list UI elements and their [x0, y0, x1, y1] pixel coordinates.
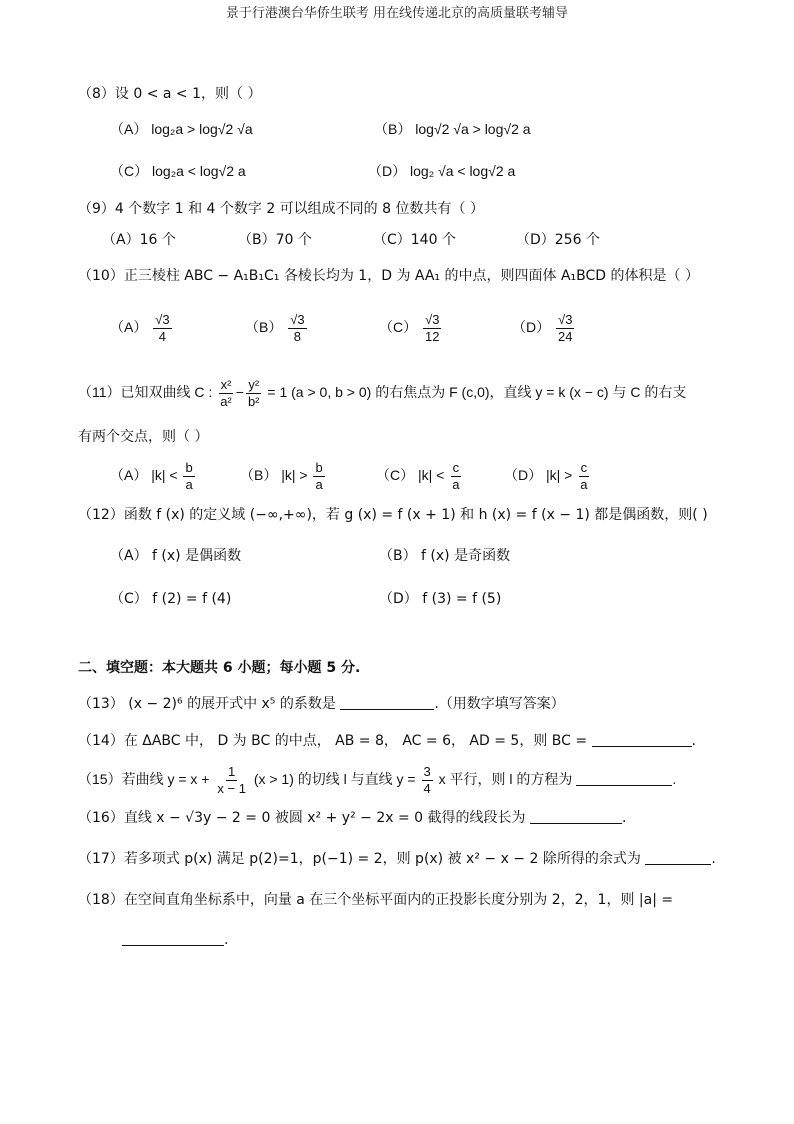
- q15-f2-den: 4: [423, 781, 431, 796]
- q16-text-post: .: [621, 810, 627, 826]
- q11-b2: b²: [247, 394, 260, 409]
- q15-text-mid: (x > 1) 的切线 l 与直线 y =: [253, 771, 416, 788]
- q11-c-fraction: [450, 460, 461, 493]
- q11-frac-x: [218, 377, 234, 410]
- q17-text: （17）若多项式 p(x) 满足 p(2)=1，p(−1) = 2，则 p(x) 被 x² − x − 2 除所得的余式为: [78, 851, 641, 867]
- q15-f1-den: x − 1: [217, 781, 246, 796]
- q15-fraction-1: [215, 764, 248, 797]
- q8-d-expr: log₂ √a < log√2 a: [410, 163, 516, 179]
- q11-b-label: （B）: [240, 467, 278, 484]
- q11-stem-pre: （11）已知双曲线 C :: [78, 384, 213, 401]
- q10-d-label: （D）: [512, 319, 551, 336]
- q17: [78, 849, 716, 869]
- q11-option-d: [504, 460, 591, 493]
- q10-b-num: √3: [290, 312, 305, 327]
- q10-c-label: （C）: [379, 319, 418, 336]
- q10-b-den: 8: [293, 329, 302, 344]
- q8-c-expr: log₂a < log√2 a: [152, 163, 246, 179]
- q16-text: （16）直线 x − √3y − 2 = 0 被圆 x² + y² − 2x = 0 截得的线段长为: [78, 810, 526, 826]
- q10-c-den: 12: [425, 329, 440, 344]
- q10-b-fraction: [288, 312, 306, 345]
- q9-stem: （9）4 个数字 1 和 4 个数字 2 可以组成不同的 8 位数共有（ ）: [78, 201, 484, 217]
- q11-b-rel: |k| >: [281, 467, 308, 484]
- q15-f2-num: 3: [423, 764, 431, 779]
- q11-c-den: a: [452, 477, 460, 492]
- q18-text: （18）在空间直角坐标系中，向量 a 在三个坐标平面内的正投影长度分别为 2，2，1，则 |a| =: [78, 892, 674, 908]
- q16: [78, 808, 626, 828]
- q13-text-post: .（用数字填写答案）: [434, 696, 565, 712]
- q9-option-d: （D）256 个: [516, 232, 600, 248]
- q11-d-label: （D）: [504, 467, 543, 484]
- q8-option-c: [110, 161, 246, 181]
- q11-option-b: [240, 460, 327, 493]
- q14-answer-blank: [592, 732, 692, 747]
- q8-a-expr: log₂a > log√2 √a: [151, 121, 253, 137]
- q10-c-num: √3: [425, 312, 440, 327]
- q8-stem: （8）设 0 < a < 1，则（ ）: [78, 86, 262, 102]
- q15-text-pre: （15）若曲线 y = x +: [78, 771, 210, 788]
- q10-option-a: [110, 312, 174, 345]
- q11-a-fraction: [183, 460, 194, 493]
- q11-frac-y: [246, 377, 262, 410]
- q8-option-b: [374, 119, 531, 139]
- q12-option-d: （D） f (3) = f (5): [379, 591, 502, 607]
- q11-c-label: （C）: [376, 467, 415, 484]
- q8-option-d: [368, 161, 515, 181]
- q11-option-a: [110, 460, 197, 493]
- q18-answer-line: [122, 930, 228, 950]
- section-2-title: 二、填空题：本大题共 6 小题；每小题 5 分.: [78, 660, 361, 676]
- q11-d-num: c: [580, 460, 588, 475]
- q11-x2: x²: [220, 377, 232, 392]
- q11-a-label: （A）: [110, 467, 148, 484]
- q11-minus: −: [235, 384, 244, 401]
- q8-b-label: （B）: [374, 121, 412, 137]
- q10-a-num: √3: [155, 312, 170, 327]
- q8-c-label: （C）: [110, 163, 149, 179]
- q18-answer-blank: [122, 931, 224, 946]
- q11-y2: y²: [248, 377, 260, 392]
- q12-option-a: （A） f (x) 是偶函数: [110, 548, 242, 564]
- q17-text-post: .: [711, 851, 716, 867]
- q10-d-num: √3: [558, 312, 573, 327]
- q9-option-b: （B）70 个: [238, 232, 312, 248]
- q11-a2: a²: [220, 394, 232, 409]
- q11-b-num: b: [315, 460, 323, 475]
- q10-a-label: （A）: [110, 319, 148, 336]
- q13-text: （13） (x − 2)⁶ 的展开式中 x⁵ 的系数是: [78, 696, 336, 712]
- q10-option-b: [245, 312, 309, 345]
- q10-option-c: [379, 312, 443, 345]
- q15-f1-num: 1: [228, 764, 236, 779]
- q16-answer-blank: [530, 809, 622, 824]
- q9-option-c: （C）140 个: [373, 232, 456, 248]
- q13-answer-blank: [340, 695, 434, 710]
- q14: [78, 731, 696, 751]
- q11-a-num: b: [185, 460, 193, 475]
- q13: [78, 694, 565, 714]
- page-header: 景于行港澳台华侨生联考 用在线传递北京的高质量联考辅导: [225, 6, 569, 21]
- q8-option-a: [110, 119, 253, 139]
- q10-a-fraction: [153, 312, 171, 345]
- q12-stem: （12）函数 f (x) 的定义域 (−∞,+∞)，若 g (x) = f (x + 1) 和 h (x) = f (x − 1) 都是偶函数，则( ): [78, 507, 708, 523]
- q8-d-label: （D）: [368, 163, 407, 179]
- q15-text-post: x 平行，则 l 的方程为: [438, 771, 573, 788]
- q15-answer-blank: [576, 771, 672, 786]
- q14-text: （14）在 ΔABC 中， D 为 BC 的中点， AB = 8， AC = 6， AD = 5，则 BC =: [78, 733, 588, 749]
- q15-text-end: .: [672, 771, 677, 788]
- q10-b-label: （B）: [245, 319, 283, 336]
- q10-a-den: 4: [158, 329, 167, 344]
- q8-b-expr: log√2 √a > log√2 a: [415, 121, 531, 137]
- q11-b-den: a: [315, 477, 323, 492]
- q10-option-d: [512, 312, 576, 345]
- q15-fraction-2: [422, 764, 433, 797]
- q12-option-c: （C） f (2) = f (4): [110, 591, 232, 607]
- q9-option-a: （A）16 个: [102, 232, 176, 248]
- q15: [78, 764, 676, 797]
- q11-option-c: [376, 460, 463, 493]
- q11-stem: [78, 377, 686, 410]
- q8-a-label: （A）: [110, 121, 148, 137]
- q11-stem-line2: 有两个交点，则（ ）: [78, 429, 209, 445]
- q10-d-den: 24: [558, 329, 573, 344]
- q10-c-fraction: [423, 312, 441, 345]
- q11-b-fraction: [313, 460, 324, 493]
- q12-option-b: （B） f (x) 是奇函数: [379, 548, 511, 564]
- q11-d-fraction: [578, 460, 589, 493]
- q11-c-num: c: [452, 460, 460, 475]
- q10-stem: （10）正三棱柱 ABC − A₁B₁C₁ 各棱长均为 1，D 为 AA₁ 的中点，则四面体 A₁BCD 的体积是（ ）: [78, 268, 699, 284]
- q11-d-den: a: [580, 477, 588, 492]
- q18-text-post: .: [224, 932, 229, 948]
- q11-a-den: a: [185, 477, 193, 492]
- q11-stem-post: = 1 (a > 0, b > 0) 的右焦点为 F (c,0)，直线 y = k (x − c) 与 C 的右支: [267, 384, 687, 401]
- q11-c-rel: |k| <: [418, 467, 445, 484]
- q11-d-rel: |k| >: [546, 467, 573, 484]
- q11-a-rel: |k| <: [151, 467, 178, 484]
- q14-text-post: .: [691, 733, 696, 749]
- q17-answer-blank: [645, 850, 711, 865]
- q10-d-fraction: [556, 312, 574, 345]
